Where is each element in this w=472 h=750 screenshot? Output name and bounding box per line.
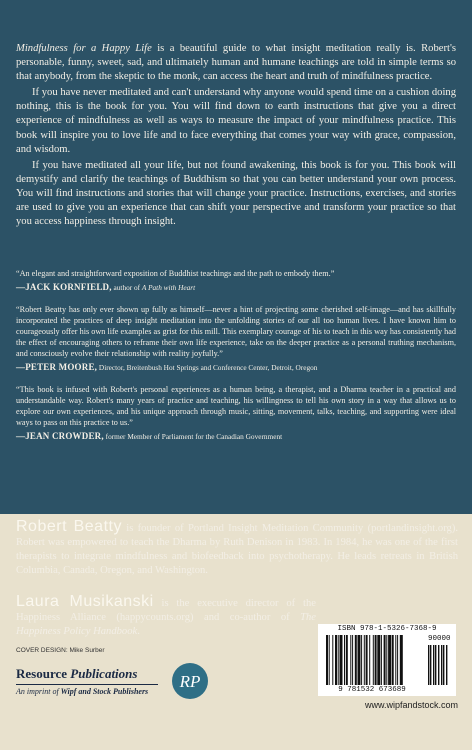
publisher-subtitle: An imprint of Wipf and Stock Publishers: [16, 687, 149, 696]
description-paragraph-3: If you have meditated all your life, but not found awakening, this book is for you. This book will demystify and clarify the teachings of Buddhism so that you can better understand your own process. You will find instructions and stories that will change your practice. Instructions, exercises, and stories are used to give you an experience that can shift your perspective and transform your practice so that you access happiness through insight.: [16, 159, 456, 228]
barcode-bar: [373, 635, 374, 685]
barcode-bar: [375, 635, 377, 685]
barcode-bar: [392, 635, 394, 685]
publisher-imprint: [16, 666, 176, 696]
author-name: Laura Musikanski: [16, 593, 154, 610]
barcode-bar: [366, 635, 368, 685]
publisher-website: www.wipfandstock.com: [364, 700, 458, 710]
barcode-addon-bar: [443, 645, 444, 685]
endorsements: [16, 268, 456, 450]
endorsement-text: “Robert Beatty has only ever shown up fully as himself—never a hint of projecting some cherished self-image—and has skillfully incorporated the practices of deep insight meditation into the unfolding stories of our all too human lives. I have known him to courageously offer his own life examples as grist for this mill. This exemplary courage of his to teach in this way has consistently had the effect of encouraging others to reframe their own life experience, take on the deeper practice as a personal truthing mechanism, and consciously evolve their relationship with reality joyfully.”: [16, 305, 456, 358]
barcode-bar: [332, 635, 333, 685]
book-title: Mindfulness for a Happy Life: [16, 43, 152, 54]
barcode-addon-bar: [446, 645, 447, 685]
barcode-addon-bar: [428, 645, 429, 685]
cover-design-credit: COVER DESIGN: Mike Surber: [16, 647, 105, 654]
barcode-bar: [377, 635, 380, 685]
price-code: 90000: [428, 635, 451, 643]
endorsement-attribution: —PETER MOORE, Director, Breitenbush Hot Springs and Conference Center, Detroit, Oregon: [16, 362, 318, 372]
barcode-bar: [338, 635, 339, 685]
description-paragraph-1: Mindfulness for a Happy Life is a beautiful guide to what insight meditation really is. Robert's personable, funny, sweet, sad, and ultimately human and humane teachings are told in simple terms so that anybody, from the skeptic to the monk, can access the heart and truth of mindfulness practice.: [16, 43, 456, 83]
endorsement-attribution: —JEAN CROWDER, former Member of Parliament for the Canadian Government: [16, 431, 283, 441]
barcode-bar: [361, 635, 362, 685]
endorsement-text: “This book is infused with Robert's personal experiences as a human being, a therapist, and a Dharma teacher in a practical and understandable way. Robert's many years of practice and teaching, his willingness to tell his own story in a way that allows us to explore our own experiences, and his unique approach through music, sitting, movement, talks, teaching, and supporting were ideal ways to pass on this practice to us.”: [16, 385, 456, 427]
author-name: Robert Beatty: [16, 518, 122, 535]
barcode-bar: [350, 635, 351, 685]
publisher-name: Resource Publications: [16, 666, 138, 681]
barcode-bar: [369, 635, 370, 685]
description-paragraph-2: If you have never meditated and can't understand why anyone would spend time on a cushion doing nothing, this is the book for you. You will find down to earth instructions that give you a direct experience of mindfulness as well as ways to measure the impact of your mindfulness practice. This book will inspire you to love life and to face everything that comes your way with grace, compassion, and wisdom.: [16, 87, 456, 155]
logo-letters: RP: [179, 672, 201, 691]
barcode-addon-bar: [435, 645, 436, 685]
barcode-bar: [395, 635, 396, 685]
barcode-bar: [346, 635, 348, 685]
barcode-digits: 9 781532 673689: [338, 686, 406, 694]
barcode-bar: [364, 635, 365, 685]
publisher-divider: [16, 684, 158, 685]
author-bio-laura: Laura Musikanski is the executive director of the Happiness Alliance (happycounts.org) and co-author of The Happiness Policy Handbook.: [16, 593, 316, 637]
author-bio-robert: Robert Beatty is founder of Portland Insight Meditation Community (portlandinsight.org). Robert was empowered to teach the Dharma by Ruth Denison in 1983. In 1984, he was one of the first therapists to integrate mindfulness and biofeedback into psychotherapy. He leads retreats in British Columbia, Canada, Oregon, and Washington.: [16, 518, 459, 576]
barcode-addon-bar: [433, 645, 434, 685]
barcode-addon-bar: [441, 645, 442, 685]
barcode-bar: [329, 635, 330, 685]
endorsement-3: [16, 384, 456, 442]
barcode-bar: [358, 635, 361, 685]
publisher-logo-icon: [171, 662, 209, 700]
barcode-bar: [344, 635, 345, 685]
barcode-bar: [381, 635, 382, 685]
barcode-bar: [352, 635, 353, 685]
barcode-bar: [397, 635, 398, 685]
endorsement-1: [16, 268, 456, 293]
barcode-bar: [340, 635, 343, 685]
barcode-bar: [384, 635, 386, 685]
barcode-bar: [388, 635, 391, 685]
isbn-label: ISBN 978-1-5326-7368-9: [337, 625, 437, 633]
endorsement-2: [16, 304, 456, 373]
barcode-addon-bar: [430, 645, 431, 685]
isbn-barcode: [318, 624, 456, 696]
barcode-bar: [335, 635, 337, 685]
barcode-bar: [386, 635, 387, 685]
endorsement-text: “An elegant and straightforward exposition of Buddhist teachings and the path to embody them.”: [16, 269, 335, 278]
endorsement-attribution: —JACK KORNFIELD, author of A Path with Heart: [16, 282, 196, 292]
barcode-bar: [400, 635, 403, 685]
barcode-bar: [355, 635, 357, 685]
barcode-addon-bar: [438, 645, 439, 685]
book-description: [16, 42, 456, 231]
barcode-bar: [326, 635, 328, 685]
